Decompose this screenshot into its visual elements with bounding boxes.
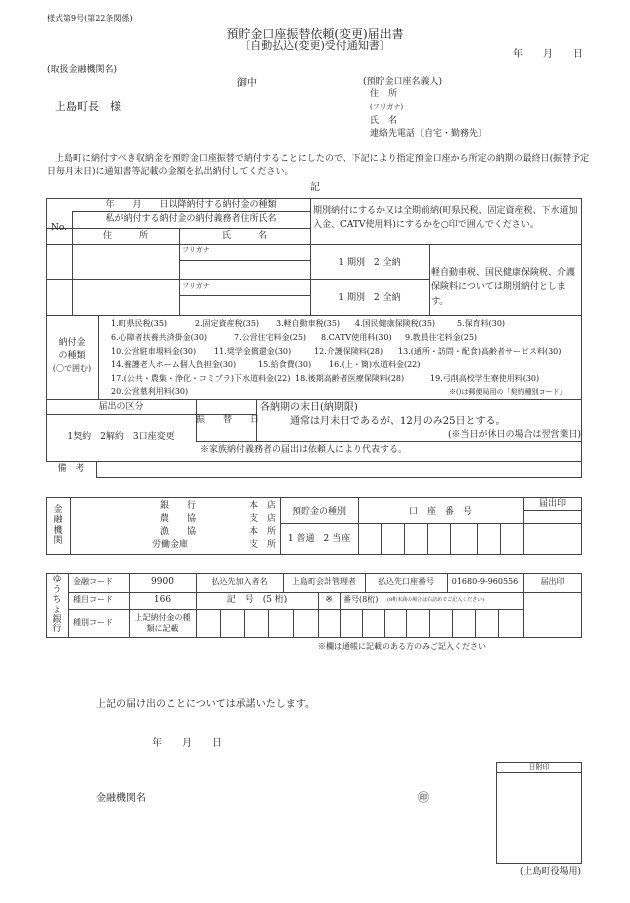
name-header: 氏 名 xyxy=(221,231,267,241)
payee-value: 上島町会計管理者 xyxy=(292,577,356,586)
fee-item[interactable]: 15.給食費(30) xyxy=(258,360,312,369)
bank-table xyxy=(46,497,582,555)
fee-item[interactable]: 1.町県民税(35) xyxy=(111,319,168,328)
bank-type[interactable]: 漁 協 xyxy=(160,527,197,537)
holder-contact: 連絡先電話〔自宅・勤務先〕 xyxy=(370,129,488,139)
fee-item[interactable]: 18.後期高齢者医療保険料(28) xyxy=(295,374,405,383)
fee-item[interactable]: 11.奨学金償還金(30) xyxy=(214,347,292,356)
post-note: ※欄は通帳に記載のある方のみご記入ください xyxy=(318,642,486,651)
date-stamp-label: 日附印 xyxy=(528,763,550,771)
holder-furigana: (フリガナ) xyxy=(370,103,404,111)
post-label: ゆうちょ銀行 xyxy=(52,575,62,635)
type-value: 166 xyxy=(153,595,172,605)
fee-item[interactable]: 2.固定資産税(35) xyxy=(195,319,260,328)
mayor-addressee: 上島町長 様 xyxy=(55,100,121,113)
fee-item[interactable]: 12.介護保険料(28) xyxy=(314,347,384,356)
code-value: 9900 xyxy=(151,577,174,587)
fee-item[interactable]: 16.(上・簡)水道料金(22) xyxy=(329,360,421,369)
kubun-options[interactable]: 1契約 2解約 3口座変更 xyxy=(67,432,175,442)
bango-header: 番号(8桁) xyxy=(343,595,379,604)
branch-type[interactable]: 本 所 xyxy=(249,527,277,537)
consent-text: 上記の届け出のことについては承諾いたします。 xyxy=(96,699,315,710)
shubetsu-value: 上記納付金の種類に記載 xyxy=(134,613,191,633)
fee-item[interactable]: 13.(通所・訪問・配食)高齢者サービス料(30) xyxy=(398,347,562,356)
period-option-1[interactable]: 1 期別 2 全納 xyxy=(338,258,401,268)
period-option-2[interactable]: 1 期別 2 全納 xyxy=(338,293,401,303)
no-header: No. xyxy=(51,223,67,233)
fee-label-2: の種類 xyxy=(58,351,86,361)
bank-label: 金融機関 xyxy=(53,505,63,547)
fee-item[interactable]: 8.CATV使用料(30) xyxy=(321,333,392,342)
bango-note: (8桁未満の場合は右詰めでご記入ください) xyxy=(387,597,485,603)
deadline-text: 通常は月末日であるが、12月のみ25日とする。 xyxy=(290,416,506,427)
header-date: 年 月 日 xyxy=(513,49,583,60)
biko-field[interactable] xyxy=(96,461,582,478)
family-note: ※家族納付義務者の届出は依頼人により代表する。 xyxy=(200,445,408,455)
fee-item[interactable]: 6.心障者扶養共済掛金(30) xyxy=(111,333,208,342)
fee-item[interactable]: 3.軽自動車税(35) xyxy=(276,319,341,328)
fee-item[interactable]: 4.国民健康保険税(35) xyxy=(355,319,436,328)
payee-header: 払込先加入者名 xyxy=(211,577,268,586)
date-stamp-box xyxy=(496,762,582,864)
branch-type[interactable]: 本 店 xyxy=(249,501,277,511)
consent-date: 年 月 日 xyxy=(152,738,222,749)
seal-mark: ㊞ xyxy=(418,791,429,804)
fee-item[interactable]: 19.弓削高校学生寮使用料(30) xyxy=(430,374,540,383)
address-header: 住 所 xyxy=(102,231,148,241)
furikae-label: 振 替 日 xyxy=(196,415,260,425)
holder-name: 氏 名 xyxy=(370,116,398,126)
holiday-note: (※当日が休日の場合は翌営業日) xyxy=(448,430,582,440)
bank-type[interactable]: 農 協 xyxy=(160,514,197,524)
fee-item[interactable]: 10.公営駐車場料金(30) xyxy=(111,347,197,356)
form-subtitle: 〔自動払込(変更)受付通知書〕 xyxy=(239,39,391,52)
payer-header: 私が納付する納付金の納付義務者住所氏名 xyxy=(105,214,277,224)
bank-type[interactable]: 労働金庫 xyxy=(152,540,189,550)
shubetsu-header: 種別コード xyxy=(73,618,113,627)
code-header: 金融コード xyxy=(73,577,113,586)
form-number: 様式第9号(第22条関係) xyxy=(47,14,133,23)
biko-label: 備 考 xyxy=(57,464,85,474)
post-seal-label: 届出印 xyxy=(540,577,565,586)
kome-mark: ※ xyxy=(325,595,333,605)
branch-type[interactable]: 支 所 xyxy=(249,540,277,550)
branch-type[interactable]: 支 店 xyxy=(249,514,277,524)
bank-seal-label: 届出印 xyxy=(538,499,566,509)
fee-item[interactable]: 20.公営墓利用料(30) xyxy=(111,387,189,396)
holder-address: 住 所 xyxy=(370,89,398,99)
period-note: 軽自動車税、国民健康保険税、介護保険料については期別納付とします。 xyxy=(431,268,576,307)
kigo-header: 記 号 (5 桁) xyxy=(226,595,288,605)
furigana-label-2: フリガナ xyxy=(182,282,210,290)
fee-label-1: 納付金 xyxy=(58,338,86,348)
account-no-header: 払込先口座番号 xyxy=(378,577,434,586)
onchu: 御中 xyxy=(237,78,257,89)
ki-mark: 記 xyxy=(310,182,320,193)
fee-item[interactable]: 9.教員住宅料金(25) xyxy=(405,333,478,342)
deposit-options[interactable]: 1 普通 2 当座 xyxy=(287,534,351,544)
form-title: 預貯金口座振替依頼(変更)届出書 xyxy=(226,27,404,41)
fee-item[interactable]: 5.保育料(30) xyxy=(457,319,506,328)
bank-label: (取扱金融機関名) xyxy=(47,65,118,75)
fee-label-3: (〇で囲む) xyxy=(52,364,92,373)
fee-item[interactable]: 7.公営住宅料金(25) xyxy=(234,333,307,342)
office-use-label: (上島町役場用) xyxy=(520,867,582,877)
account-header: 口 座 番 号 xyxy=(408,507,472,517)
fee-item[interactable]: 17.(公共・農集・浄化・コミプラ)下水道料金(22) xyxy=(111,374,291,383)
fee-note: ※()は郵便局用の「契約種別コード」 xyxy=(449,388,567,396)
account-no-value: 01680-9-960556 xyxy=(451,577,519,586)
bank-type[interactable]: 銀 行 xyxy=(160,501,197,511)
intro-paragraph: 上島町に納付すべき収納金を預貯金口座振替で納付することにしたので、下記により指定預金口座から所定の納期の最終日(振替予定日毎月末日)に通知書等記載の金額を払出納付してください。 xyxy=(47,154,590,178)
furigana-label-1: フリガナ xyxy=(182,246,210,254)
deposit-header: 預貯金の種別 xyxy=(291,507,346,517)
month-header: 年 月 日以降納付する納付金の種類 xyxy=(105,200,277,210)
kubun-header: 届出の区分 xyxy=(98,402,144,412)
holder-label: (預貯金口座名義人) xyxy=(363,77,443,87)
type-header: 種目コード xyxy=(73,595,113,604)
fee-item[interactable]: 14.養護老人ホーム個人負担金(30) xyxy=(111,360,237,369)
period-question: 期別納付にするか又は全期前納(町県民税、固定資産税、下水道加入金、CATV使用料)にするかを○印で囲んでください。 xyxy=(313,206,578,231)
deadline-title: 各納期の末日(納期限) xyxy=(260,402,358,413)
bank-name-label: 金融機関名 xyxy=(96,793,146,804)
